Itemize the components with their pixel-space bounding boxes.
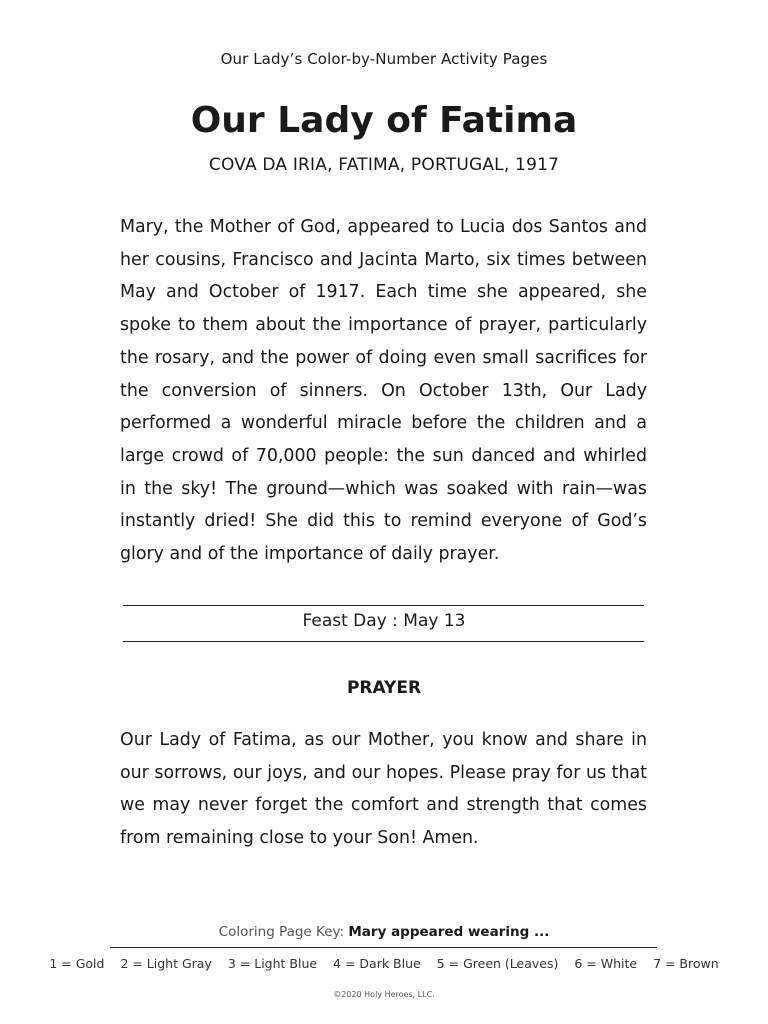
- coloring-key-line: [0, 924, 768, 940]
- story-paragraph: Mary, the Mother of God, appeared to Lucia dos Santos and her cousins, Francisco and Jacinta Marto, six times between May and October of 1917. Each time she appeared, she spoke to them about the importance of prayer, particularly the rosary, and the power of doing even small sacrifices for the conversion of sinners. On October 13th, Our Lady performed a wonderful miracle before the children and a large crowd of 70,000 people: the sun danced and whirled in the sky! The ground—which was soaked with rain—was instantly dried! She did this to remind everyone of God’s glory and of the importance of daily prayer.: [120, 217, 647, 565]
- coloring-key-divider: [110, 947, 657, 948]
- color-legend-item: 7 = Brown: [653, 956, 719, 971]
- series-title: Our Lady’s Color-by-Number Activity Pages: [220, 50, 548, 68]
- prayer-heading: PRAYER: [346, 678, 422, 698]
- color-legend: [0, 956, 768, 971]
- color-legend-item: 1 = Gold: [49, 956, 105, 971]
- feast-divider-top: [123, 605, 644, 606]
- copyright-notice: ©2020 Holy Heroes, LLC.: [333, 990, 435, 999]
- coloring-key-description: Mary appeared wearing ...: [348, 924, 550, 940]
- location-subtitle: COVA DA IRIA, FATIMA, PORTUGAL, 1917: [208, 155, 560, 175]
- feast-divider-bottom: [123, 641, 644, 642]
- color-legend-item: 6 = White: [574, 956, 638, 971]
- color-legend-item: 3 = Light Blue: [227, 956, 318, 971]
- color-legend-item: 4 = Dark Blue: [333, 956, 421, 971]
- feast-day: Feast Day : May 13: [302, 611, 466, 631]
- coloring-key-label: Coloring Page Key:: [218, 924, 345, 940]
- prayer-text: Our Lady of Fatima, as our Mother, you know and share in our sorrows, our joys, and our hopes. Please pray for us that we may never forget the comfort and strength that comes from remaining close to your Son! Amen.: [120, 730, 647, 848]
- color-legend-item: 2 = Light Gray: [120, 956, 212, 971]
- color-legend-item: 5 = Green (Leaves): [436, 956, 559, 971]
- page-title: Our Lady of Fatima: [190, 100, 578, 141]
